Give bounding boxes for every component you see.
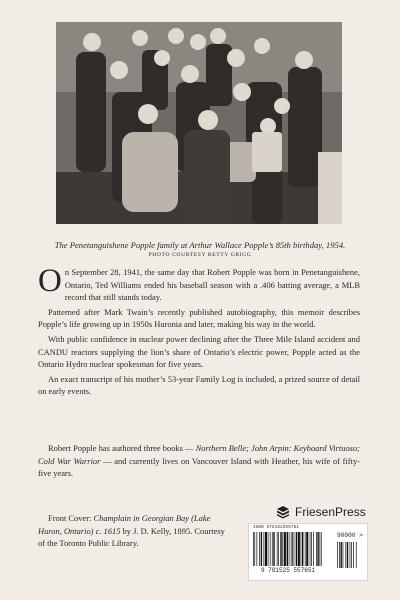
barcode-bar	[298, 532, 300, 566]
barcode-bar	[306, 532, 308, 566]
barcode-bar	[313, 532, 314, 566]
drop-cap: O	[38, 263, 62, 299]
photo-credit: PHOTO COURTESY BETTY GRIGG	[148, 252, 252, 258]
barcode-bar	[273, 532, 274, 566]
barcode-addon-bars	[335, 542, 363, 570]
barcode-bar	[292, 532, 293, 566]
barcode-bar	[289, 532, 290, 566]
isbn-label: ISBN 978152555751	[253, 526, 300, 530]
publisher-logo	[276, 505, 366, 519]
blurb-paragraph-3: With public confidence in nuclear power declining after the Three Mile Island accident and CANDU reactors supplying the lion’s share of Ontario’s electric power, Popple acted as the Ontario Hydro nuclear spokesman for five years.	[38, 333, 360, 370]
barcode-bar	[339, 542, 340, 568]
painting-title: Champlain in Georgian Bay (Lake Huron, Ontario) c. 1615	[38, 513, 211, 536]
barcode-bar	[270, 532, 271, 566]
barcode-bar	[287, 532, 288, 566]
author-book-titles: Northern Belle; John Arpin: Keyboard Virtuoso; Cold War Warrior	[38, 443, 360, 466]
barcode-bar	[320, 532, 321, 566]
barcode-bar	[353, 542, 354, 568]
barcode-bar	[351, 542, 352, 568]
price-code: 90000 >	[337, 532, 363, 539]
blurb-paragraph-1: On September 28, 1941, the same day that Robert Popple was born in Penetanguishene, Ontario, Ted Williams ended his baseball season with a .406 batting average, a MLB record that still stands today.	[38, 263, 360, 303]
isbn-barcode	[248, 523, 368, 581]
blurb-paragraph-2: Patterned after Mark Twain’s recently published autobiography, this memoir describes Popple’s life growing up in 1950s Huronia and later, making his way in the world.	[38, 306, 360, 330]
barcode-bar	[259, 532, 260, 566]
barcode-bar	[291, 532, 292, 566]
publisher-name: FriesenPress	[295, 505, 366, 519]
blurb-paragraph-4: An exact transcript of his mother’s 53-year Family Log is included, a prized source of detail on early events.	[38, 373, 360, 397]
barcode-bar	[294, 532, 295, 566]
barcode-bar	[261, 532, 262, 566]
barcode-bar	[317, 532, 318, 566]
isbn-digits: 9 781525 557651	[260, 567, 315, 574]
barcode-bar	[268, 532, 269, 566]
barcode-bar	[350, 542, 351, 568]
author-bio: Robert Popple has authored three books — Northern Belle; John Arpin: Keyboard Virtuoso; Cold War Warrior — and currently lives on Vancouver Island with Heather, his wife of fifty-five years.	[38, 443, 360, 479]
barcode-bar	[257, 532, 258, 566]
front-cover-credit: Front Cover: Champlain in Georgian Bay (Lake Huron, Ontario) c. 1615 by J. D. Kelly, 1895. Courtesy of the Toronto Public Library.	[38, 513, 225, 549]
barcode-bar	[296, 532, 297, 566]
barcode-bar	[277, 532, 278, 566]
barcode-main-bars	[251, 532, 329, 566]
barcode-bar	[264, 532, 265, 566]
barcode-bar	[301, 532, 302, 566]
family-photo	[56, 22, 342, 224]
barcode-bar	[345, 542, 346, 568]
barcode-bar	[254, 532, 255, 566]
back-cover-blurb	[38, 263, 360, 400]
barcode-bar	[302, 532, 303, 566]
photo-caption: The Penetanguishene Popple family at Arthur Wallace Popple’s 85th birthday, 1954.	[54, 240, 346, 250]
barcode-bar	[253, 532, 254, 566]
barcode-bar	[284, 532, 286, 566]
barcode-bar	[310, 532, 311, 566]
barcode-bar	[356, 542, 357, 568]
barcode-bar	[316, 532, 317, 566]
barcode-bar	[278, 532, 279, 566]
family-photo-image	[56, 22, 342, 224]
barcode-bar	[343, 542, 344, 568]
barcode-bar	[280, 532, 281, 566]
barcode-bar	[337, 542, 338, 568]
barcode-bar	[311, 532, 312, 566]
barcode-bar	[321, 532, 322, 566]
barcode-bar	[282, 532, 283, 566]
barcode-bar	[347, 542, 348, 568]
barcode-bar	[305, 532, 306, 566]
barcode-bar	[341, 542, 342, 568]
barcode-bar	[265, 532, 267, 566]
publisher-logo-icon	[276, 505, 290, 519]
barcode-bar	[272, 532, 273, 566]
